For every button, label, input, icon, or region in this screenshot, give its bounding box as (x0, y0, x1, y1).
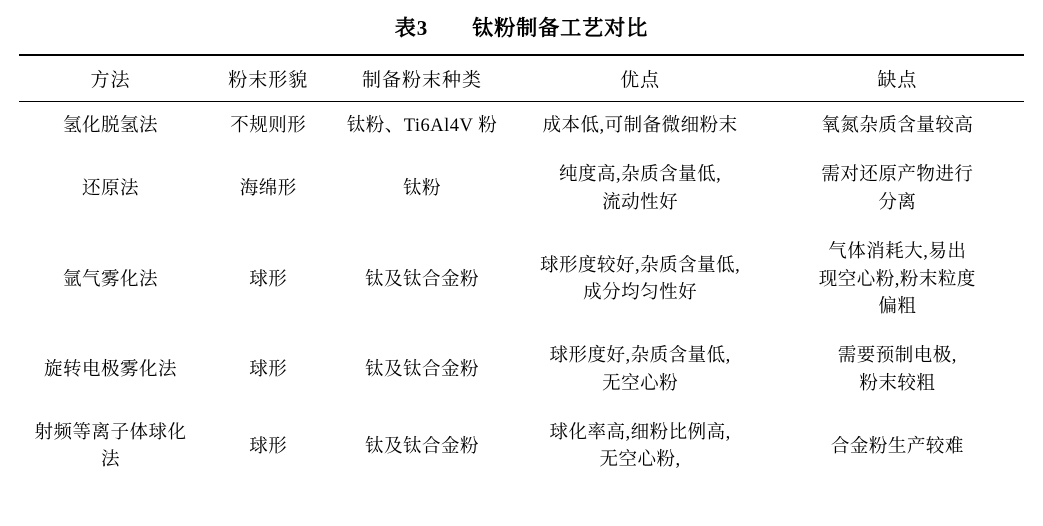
cell-method: 射频等离子体球化法 (34, 423, 187, 471)
table-title: 表3 钛粉制备工艺对比 (394, 16, 649, 40)
column-header-disadvantages: 缺点 (771, 55, 1024, 102)
cell-morphology: 球形 (249, 359, 288, 380)
cell-advantages: 球化率高,细粉比例高, 无空心粉, (549, 423, 731, 471)
cell-powder-type: 钛及钛合金粉 (364, 269, 479, 290)
cell-powder-type: 钛粉、Ti6Al4V 粉 (335, 102, 510, 152)
cell-disadvantages: 需对还原产物进行 分离 (821, 165, 974, 213)
titanium-powder-process-table (19, 54, 1024, 486)
column-header-powder-type: 制备粉末种类 (335, 55, 510, 102)
table-header (19, 55, 1024, 102)
cell-morphology: 不规则形 (202, 102, 335, 152)
cell-method: 还原法 (81, 179, 139, 200)
table-row (19, 151, 1024, 228)
cell-disadvantages: 需要预制电极, 粉末较粗 (837, 346, 957, 394)
cell-powder-type: 钛粉 (402, 179, 441, 200)
column-header-morphology: 粉末形貌 (202, 55, 335, 102)
table-header-row (19, 55, 1024, 102)
table-row (19, 409, 1024, 486)
cell-disadvantages: 气体消耗大,易出 现空心粉,粉末粒度 偏粗 (818, 242, 976, 317)
table-row (19, 332, 1024, 409)
cell-advantages: 纯度高,杂质含量低, 流动性好 (558, 165, 722, 213)
column-header-method: 方法 (19, 55, 202, 102)
cell-morphology: 海绵形 (239, 179, 297, 200)
table-row (19, 228, 1024, 332)
cell-advantages: 成本低,可制备微细粉末 (509, 102, 770, 152)
cell-morphology: 球形 (249, 269, 288, 290)
cell-morphology: 球形 (249, 436, 288, 457)
cell-powder-type: 钛及钛合金粉 (364, 436, 479, 457)
table-row (19, 102, 1024, 152)
cell-advantages: 球形度较好,杂质含量低, 成分均匀性好 (539, 255, 741, 304)
cell-disadvantages: 氧氮杂质含量较高 (771, 102, 1024, 152)
cell-powder-type: 钛及钛合金粉 (364, 359, 479, 380)
cell-method: 氢化脱氢法 (19, 102, 202, 152)
table-body (19, 102, 1024, 486)
cell-advantages: 球形度好,杂质含量低, 无空心粉 (549, 346, 731, 394)
cell-method: 氩气雾化法 (62, 269, 158, 290)
column-header-advantages: 优点 (509, 55, 770, 102)
cell-method: 旋转电极雾化法 (43, 359, 177, 380)
cell-disadvantages: 合金粉生产较难 (830, 436, 964, 457)
